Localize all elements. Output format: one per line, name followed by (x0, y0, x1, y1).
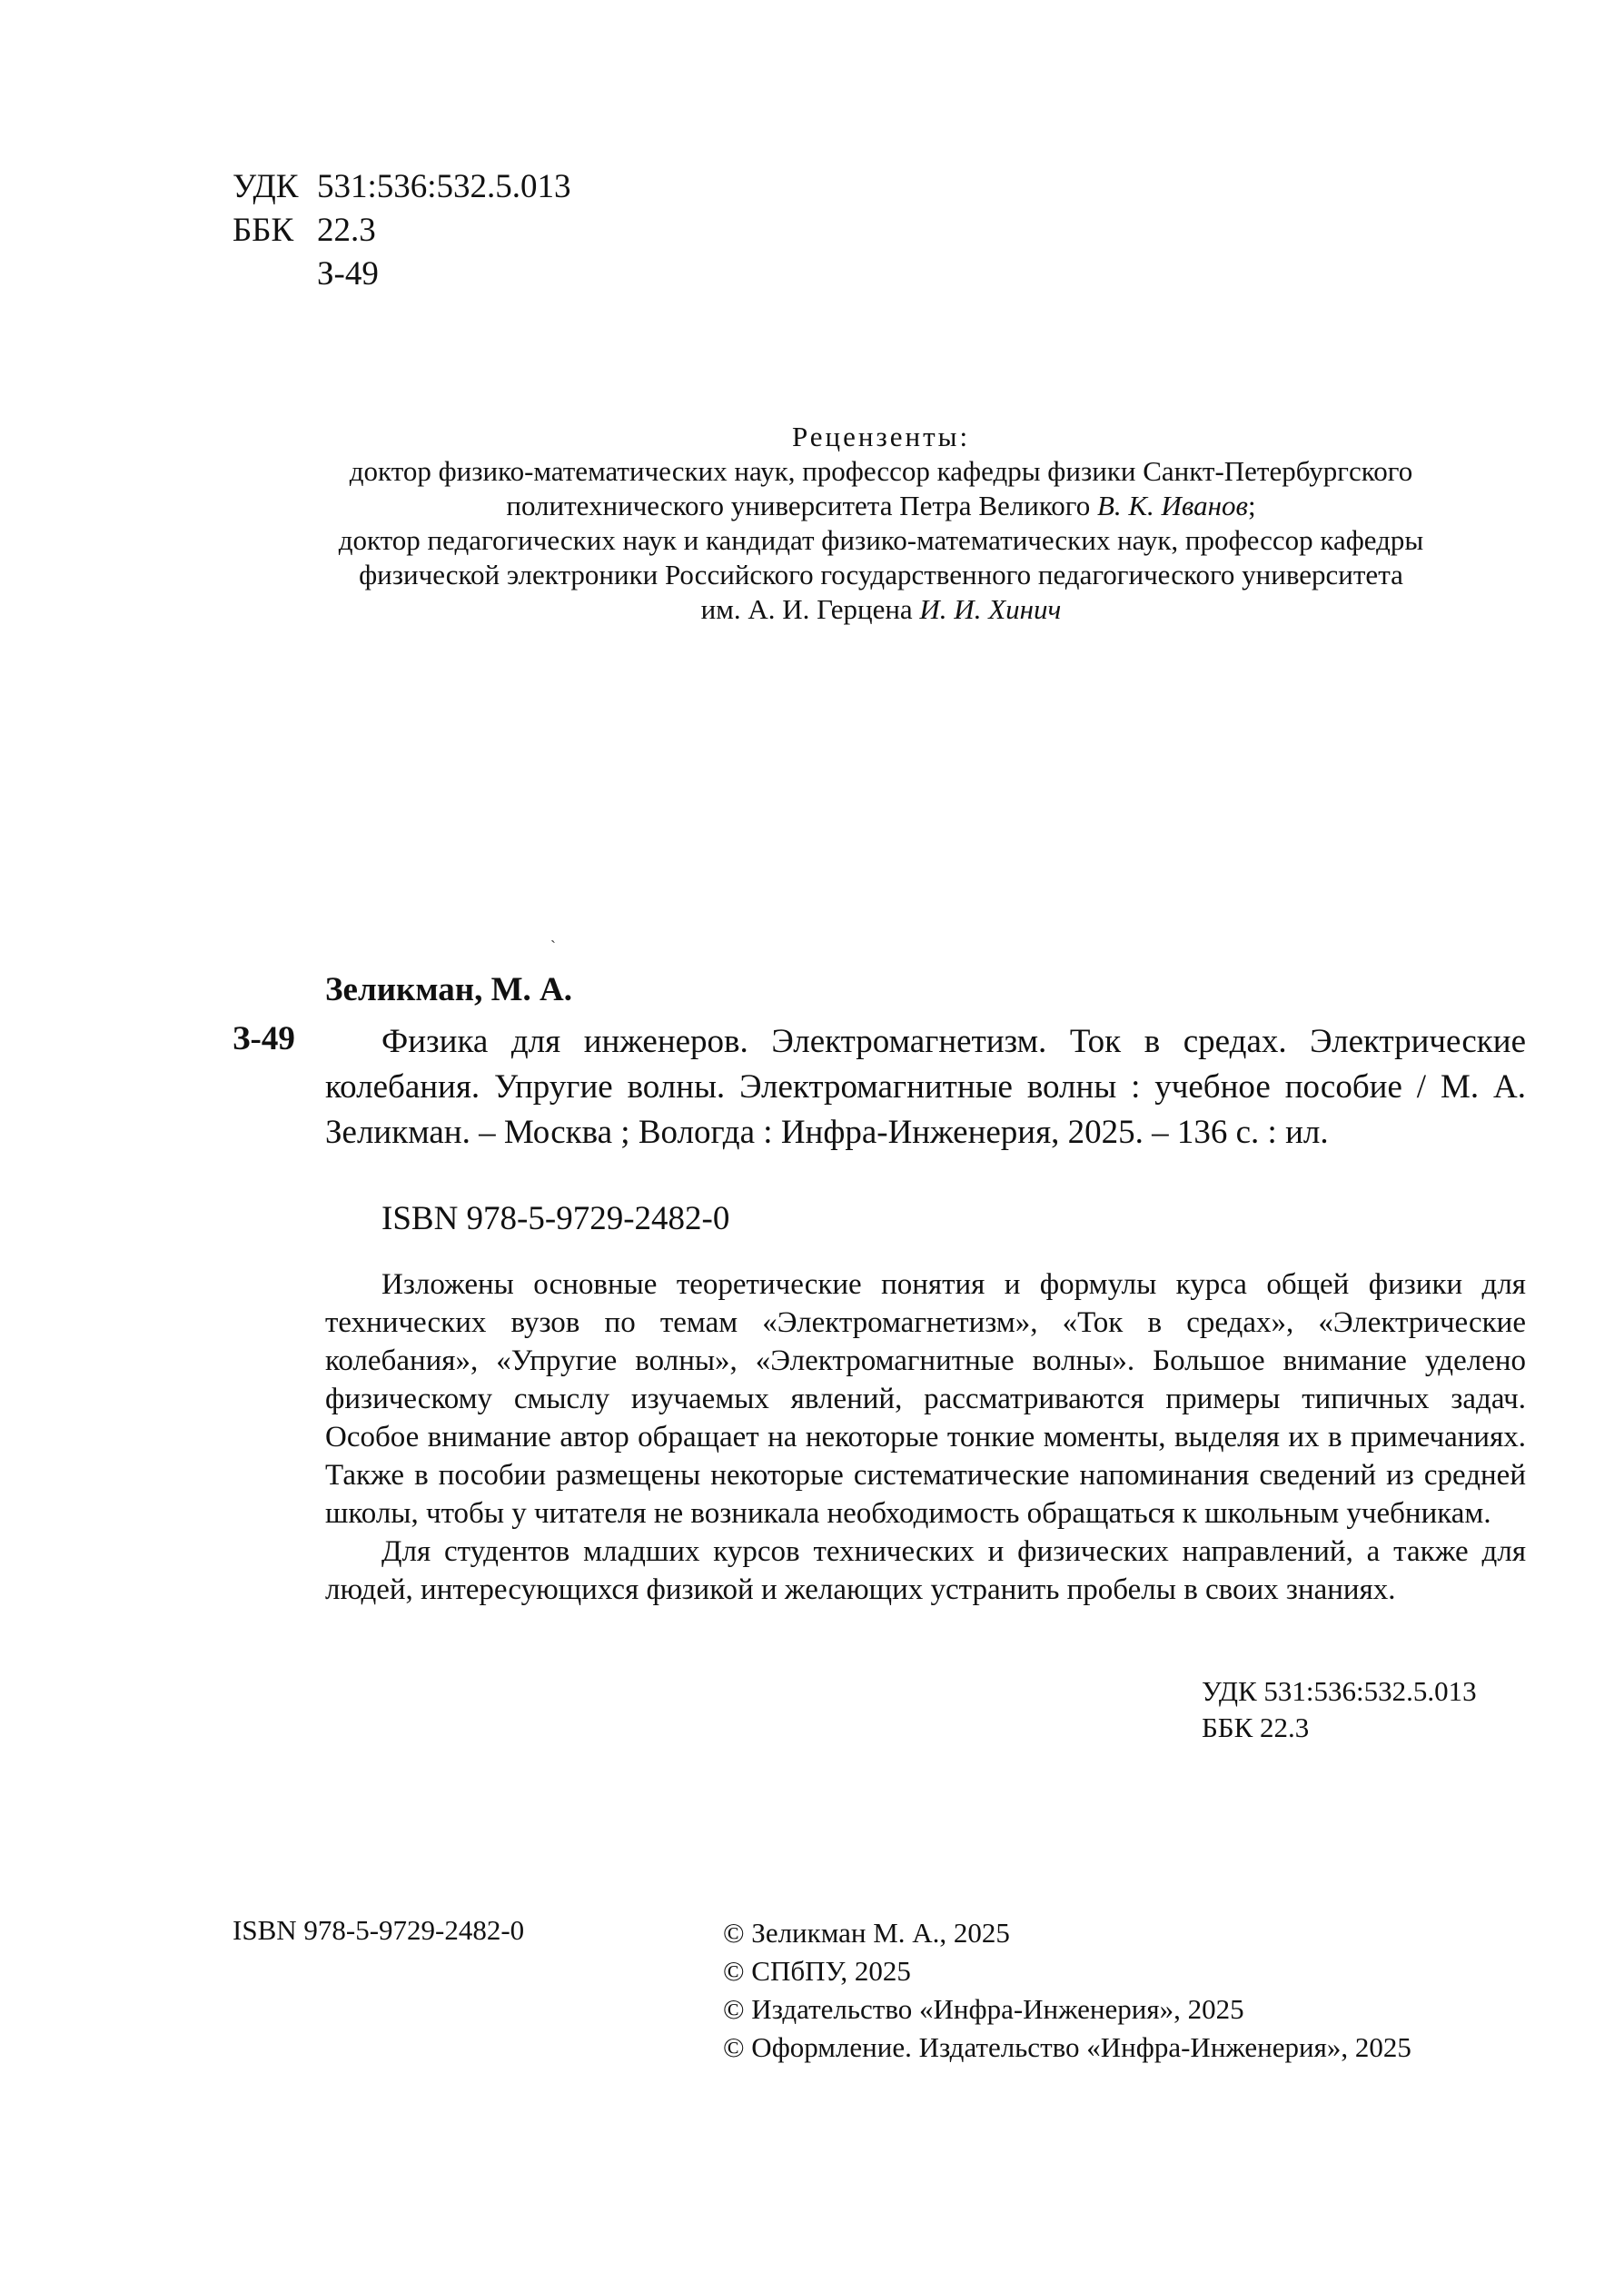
udk-row (233, 165, 571, 209)
copyright-line: © Зеликман М. А., 2025 (723, 1917, 1010, 1949)
copyright-block (723, 1914, 1411, 2067)
classification-codes-bottom (1202, 1673, 1477, 1746)
annotation (325, 1265, 1526, 1609)
reviewer-line: доктор физико-математических наук, профессор кафедры физики Санкт-Петербургского (349, 455, 1413, 487)
reviewers-title: Рецензенты: (791, 421, 971, 452)
author-mark: З-49 (317, 255, 379, 293)
udk-label: УДК (233, 168, 299, 205)
udk-bottom: УДК 531:536:532.5.013 (1202, 1675, 1477, 1707)
bibliographic-isbn: ISBN 978-5-9729-2482-0 (381, 1200, 730, 1237)
reviewer-line: им. А. И. Герцена И. И. Хинич (700, 593, 1062, 625)
reviewer-name: В. К. Иванов (1097, 490, 1248, 521)
bbk-row (233, 209, 571, 253)
udk-value: 531:536:532.5.013 (317, 168, 571, 205)
author-heading: Зеликман, М. А. (325, 971, 573, 1008)
scan-mark: ˎ (550, 925, 556, 943)
reviewer-name: И. И. Хинич (919, 593, 1062, 625)
footer-isbn: ISBN 978-5-9729-2482-0 (233, 1914, 525, 1946)
annotation-paragraph: Изложены основные теоретические понятия и формулы курса общей физики для технических вузов по темам «Электромагнетизм», «Ток в средах», «Электрические колебания», «Упругие волны», «Электромагнитные волны». Большое внимание уделено физическому смыслу изучаемых явлений, рассматриваются примеры типичных задач. Особое внимание автор обращает на некоторые тонкие моменты, выделяя их в примечаниях. Также в пособии размещены некоторые систематические напоминания сведений из средней школы, чтобы у читателя не возникала необходимость обращаться к школьным учебникам. (325, 1268, 1526, 1530)
bibliographic-description: Физика для инженеров. Электромагнетизм. Ток в средах. Электрические колебания. Упругие волны. Электромагнитные волны : учебное пособие / М. А. Зеликман. – Москва ; Вологда : Инфра-Инженерия, 2025. – 136 с. : ил. (325, 1023, 1526, 1151)
reviewer-line: физической электроники Российского государственного педагогического университета (359, 559, 1403, 590)
annotation-paragraph: Для студентов младших курсов технических и физических направлений, а также для людей, интересующихся физикой и желающих устранить пробелы в своих знаниях. (325, 1535, 1526, 1606)
copyright-line: © Издательство «Инфра-Инженерия», 2025 (723, 1993, 1244, 2025)
reviewers-block (245, 420, 1517, 627)
reviewer-line: доктор педагогических наук и кандидат физико-математических наук, профессор кафедры (338, 524, 1424, 556)
author-mark-row (233, 253, 571, 296)
classification-codes (233, 165, 571, 296)
reviewer-line: политехнического университета Петра Великого В. К. Иванов; (506, 490, 1256, 521)
bbk-value: 22.3 (317, 212, 376, 249)
bbk-label: ББК (233, 212, 294, 249)
bibliographic-author-mark: З-49 (233, 1020, 295, 1057)
bbk-bottom: ББК 22.3 (1202, 1712, 1310, 1743)
copyright-line: © Оформление. Издательство «Инфра-Инженерия», 2025 (723, 2031, 1411, 2063)
copyright-line: © СПбПУ, 2025 (723, 1955, 911, 1987)
